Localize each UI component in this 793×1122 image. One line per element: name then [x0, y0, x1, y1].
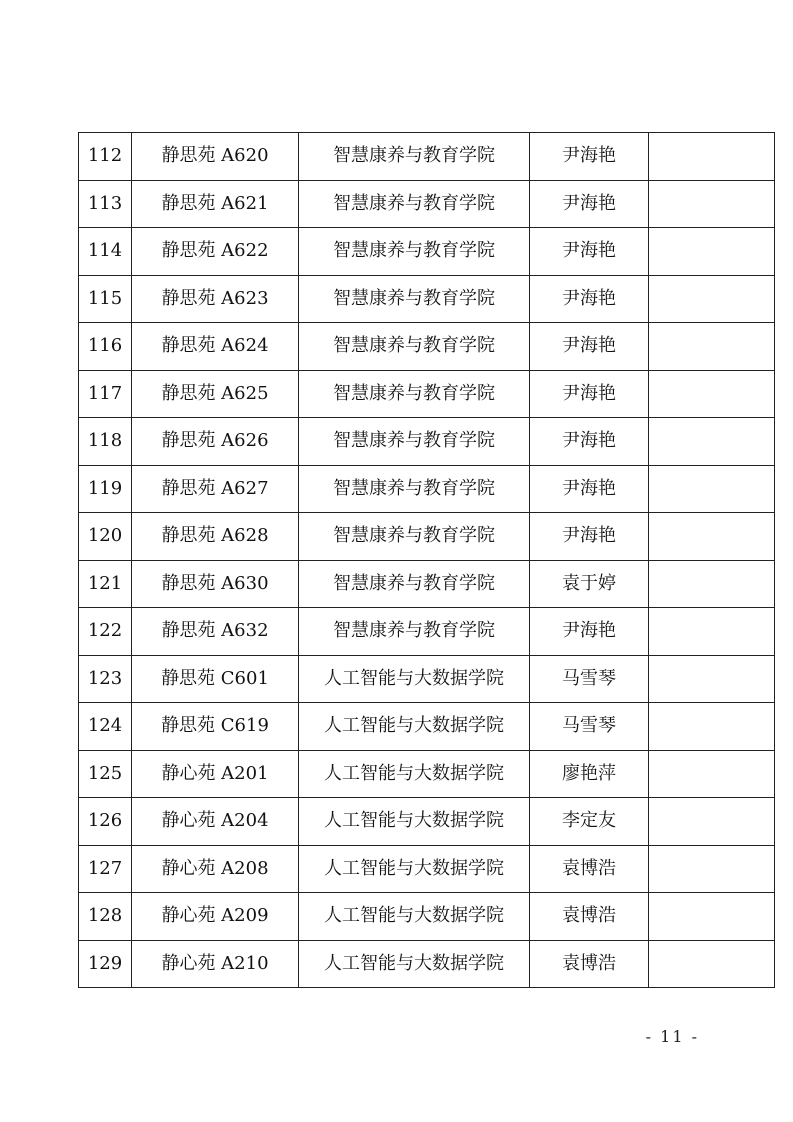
cell-note	[649, 750, 775, 798]
table-row	[79, 845, 775, 893]
cell-college: 智慧康养与教育学院	[299, 370, 530, 418]
table-row	[79, 180, 775, 228]
cell-note	[649, 513, 775, 561]
cell-note	[649, 940, 775, 988]
cell-room: 静思苑 A621	[132, 180, 299, 228]
cell-room: 静心苑 A208	[132, 845, 299, 893]
cell-note	[649, 608, 775, 656]
cell-person: 袁博浩	[530, 893, 649, 941]
cell-college: 智慧康养与教育学院	[299, 513, 530, 561]
cell-room: 静思苑 A622	[132, 228, 299, 276]
cell-number: 113	[79, 180, 132, 228]
cell-college: 智慧康养与教育学院	[299, 418, 530, 466]
cell-note	[649, 323, 775, 371]
cell-person: 尹海艳	[530, 465, 649, 513]
cell-room: 静心苑 A209	[132, 893, 299, 941]
table-row	[79, 608, 775, 656]
table-body	[79, 133, 775, 988]
cell-room: 静心苑 A210	[132, 940, 299, 988]
cell-note	[649, 798, 775, 846]
cell-number: 116	[79, 323, 132, 371]
cell-person: 李定友	[530, 798, 649, 846]
cell-number: 117	[79, 370, 132, 418]
cell-college: 智慧康养与教育学院	[299, 465, 530, 513]
cell-person: 尹海艳	[530, 133, 649, 181]
cell-room: 静思苑 A630	[132, 560, 299, 608]
cell-number: 122	[79, 608, 132, 656]
cell-college: 人工智能与大数据学院	[299, 703, 530, 751]
cell-person: 尹海艳	[530, 228, 649, 276]
cell-room: 静思苑 A627	[132, 465, 299, 513]
cell-college: 人工智能与大数据学院	[299, 655, 530, 703]
cell-room: 静思苑 A628	[132, 513, 299, 561]
cell-room: 静思苑 A626	[132, 418, 299, 466]
cell-college: 智慧康养与教育学院	[299, 133, 530, 181]
cell-room: 静思苑 A620	[132, 133, 299, 181]
cell-number: 114	[79, 228, 132, 276]
cell-number: 128	[79, 893, 132, 941]
cell-note	[649, 703, 775, 751]
cell-person: 尹海艳	[530, 180, 649, 228]
cell-number: 126	[79, 798, 132, 846]
cell-note	[649, 655, 775, 703]
table-row	[79, 275, 775, 323]
table-row	[79, 513, 775, 561]
cell-room: 静思苑 A623	[132, 275, 299, 323]
table-row	[79, 940, 775, 988]
cell-person: 尹海艳	[530, 370, 649, 418]
cell-person: 袁博浩	[530, 940, 649, 988]
cell-note	[649, 133, 775, 181]
cell-note	[649, 370, 775, 418]
cell-college: 人工智能与大数据学院	[299, 845, 530, 893]
cell-room: 静心苑 A201	[132, 750, 299, 798]
cell-note	[649, 893, 775, 941]
cell-number: 121	[79, 560, 132, 608]
cell-room: 静思苑 A632	[132, 608, 299, 656]
cell-college: 人工智能与大数据学院	[299, 750, 530, 798]
cell-college: 智慧康养与教育学院	[299, 275, 530, 323]
table-row	[79, 418, 775, 466]
cell-room: 静思苑 C619	[132, 703, 299, 751]
cell-college: 人工智能与大数据学院	[299, 798, 530, 846]
cell-person: 尹海艳	[530, 275, 649, 323]
table-row	[79, 133, 775, 181]
cell-number: 112	[79, 133, 132, 181]
cell-college: 智慧康养与教育学院	[299, 560, 530, 608]
cell-note	[649, 418, 775, 466]
cell-college: 智慧康养与教育学院	[299, 608, 530, 656]
cell-person: 马雪琴	[530, 655, 649, 703]
cell-note	[649, 228, 775, 276]
cell-number: 124	[79, 703, 132, 751]
table-row	[79, 798, 775, 846]
cell-note	[649, 275, 775, 323]
table-row	[79, 323, 775, 371]
table-row	[79, 655, 775, 703]
cell-note	[649, 180, 775, 228]
cell-number: 120	[79, 513, 132, 561]
cell-room: 静思苑 A625	[132, 370, 299, 418]
cell-person: 尹海艳	[530, 323, 649, 371]
cell-person: 尹海艳	[530, 608, 649, 656]
cell-number: 115	[79, 275, 132, 323]
cell-number: 127	[79, 845, 132, 893]
cell-number: 129	[79, 940, 132, 988]
cell-person: 袁博浩	[530, 845, 649, 893]
table-row	[79, 893, 775, 941]
cell-college: 人工智能与大数据学院	[299, 940, 530, 988]
table-row	[79, 370, 775, 418]
cell-number: 119	[79, 465, 132, 513]
cell-person: 廖艳萍	[530, 750, 649, 798]
page-number: - 11 -	[645, 1027, 699, 1046]
cell-room: 静思苑 C601	[132, 655, 299, 703]
cell-person: 马雪琴	[530, 703, 649, 751]
table-row	[79, 703, 775, 751]
cell-note	[649, 560, 775, 608]
cell-college: 智慧康养与教育学院	[299, 228, 530, 276]
cell-person: 尹海艳	[530, 418, 649, 466]
cell-college: 人工智能与大数据学院	[299, 893, 530, 941]
cell-person: 袁于婷	[530, 560, 649, 608]
cell-person: 尹海艳	[530, 513, 649, 561]
cell-number: 125	[79, 750, 132, 798]
cell-college: 智慧康养与教育学院	[299, 180, 530, 228]
table-row	[79, 228, 775, 276]
cell-note	[649, 845, 775, 893]
cell-note	[649, 465, 775, 513]
cell-number: 123	[79, 655, 132, 703]
cell-room: 静心苑 A204	[132, 798, 299, 846]
dormitory-table	[78, 132, 775, 988]
cell-college: 智慧康养与教育学院	[299, 323, 530, 371]
cell-room: 静思苑 A624	[132, 323, 299, 371]
table-row	[79, 465, 775, 513]
cell-number: 118	[79, 418, 132, 466]
table-row	[79, 560, 775, 608]
table-row	[79, 750, 775, 798]
